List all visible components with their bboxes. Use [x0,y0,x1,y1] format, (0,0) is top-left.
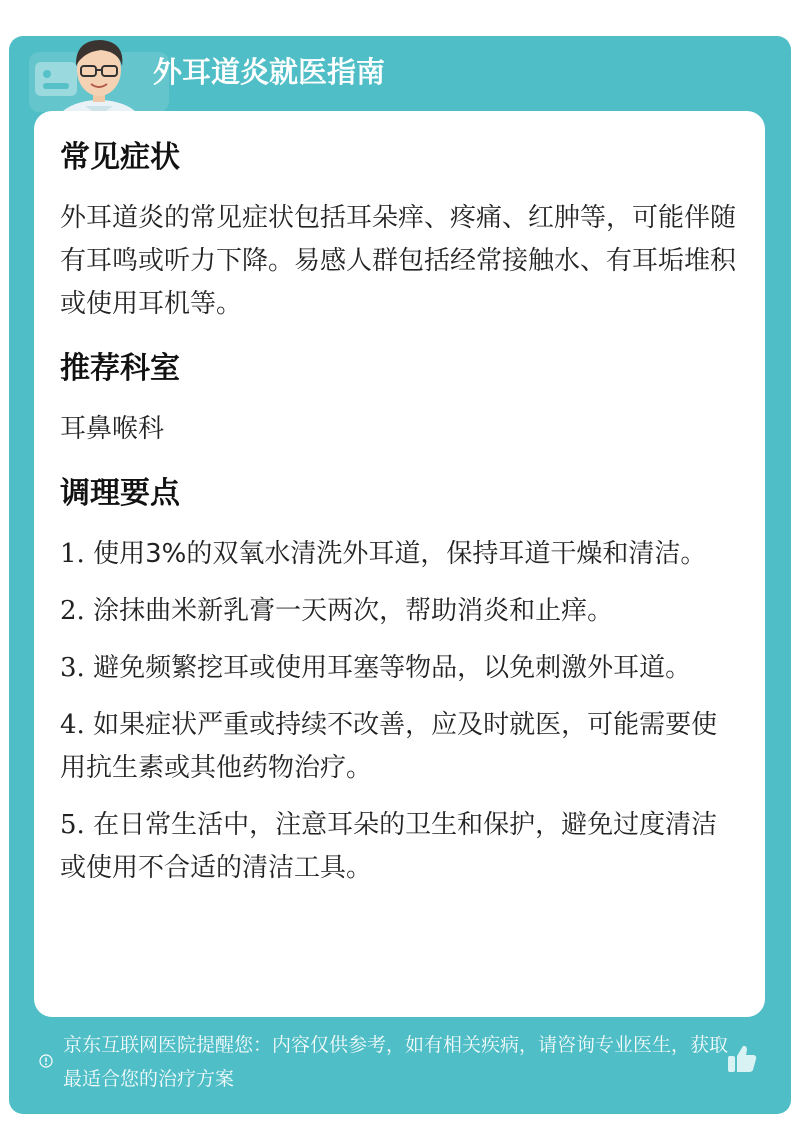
content-card [34,111,765,1017]
list-item-number: 1. [60,539,85,569]
list-item-text: 在日常生活中，注意耳朵的卫生和保护，避免过度清洁或使用不合适的清洁工具。 [60,810,718,883]
list-item-number: 4. [60,710,85,740]
symptoms-text: 外耳道炎的常见症状包括耳朵痒、疼痛、红肿等，可能伴随有耳鸣或听力下降。易感人群包括经常接触水、有耳垢堆积或使用耳机等。 [60,203,737,319]
section-title-care: 调理要点 [60,476,180,511]
list-item-text: 避免频繁挖耳或使用耳塞等物品，以免刺激外耳道。 [93,653,692,683]
list-item [60,804,740,890]
list-item-text: 涂抹曲米新乳膏一天两次，帮助消炎和止痒。 [93,596,614,626]
list-item [60,590,740,633]
guide-frame [9,36,791,1114]
list-item [60,647,740,690]
thumbs-up-icon[interactable] [725,1042,759,1076]
list-item-number: 3. [60,653,85,683]
doctor-avatar-icon [49,36,149,116]
list-item-number: 5. [60,810,85,840]
section-title-symptoms: 常见症状 [60,140,180,175]
page-title: 外耳道炎就医指南 [153,55,386,89]
footer-disclaimer [9,1028,791,1114]
section-title-department: 推荐科室 [60,351,180,386]
info-icon [39,1054,53,1068]
list-item [60,533,740,576]
list-item-text: 使用3%的双氧水清洗外耳道，保持耳道干燥和清洁。 [93,539,707,569]
list-item [60,704,740,790]
list-item-number: 2. [60,596,85,626]
list-item-text: 如果症状严重或持续不改善，应及时就医，可能需要使用抗生素或其他药物治疗。 [60,710,718,783]
department-text: 耳鼻喉科 [60,414,165,444]
content-body [60,133,740,890]
disclaimer-text: 京东互联网医院提醒您：内容仅供参考，如有相关疾病，请咨询专业医生，获取最适合您的治疗方案 [63,1034,729,1090]
